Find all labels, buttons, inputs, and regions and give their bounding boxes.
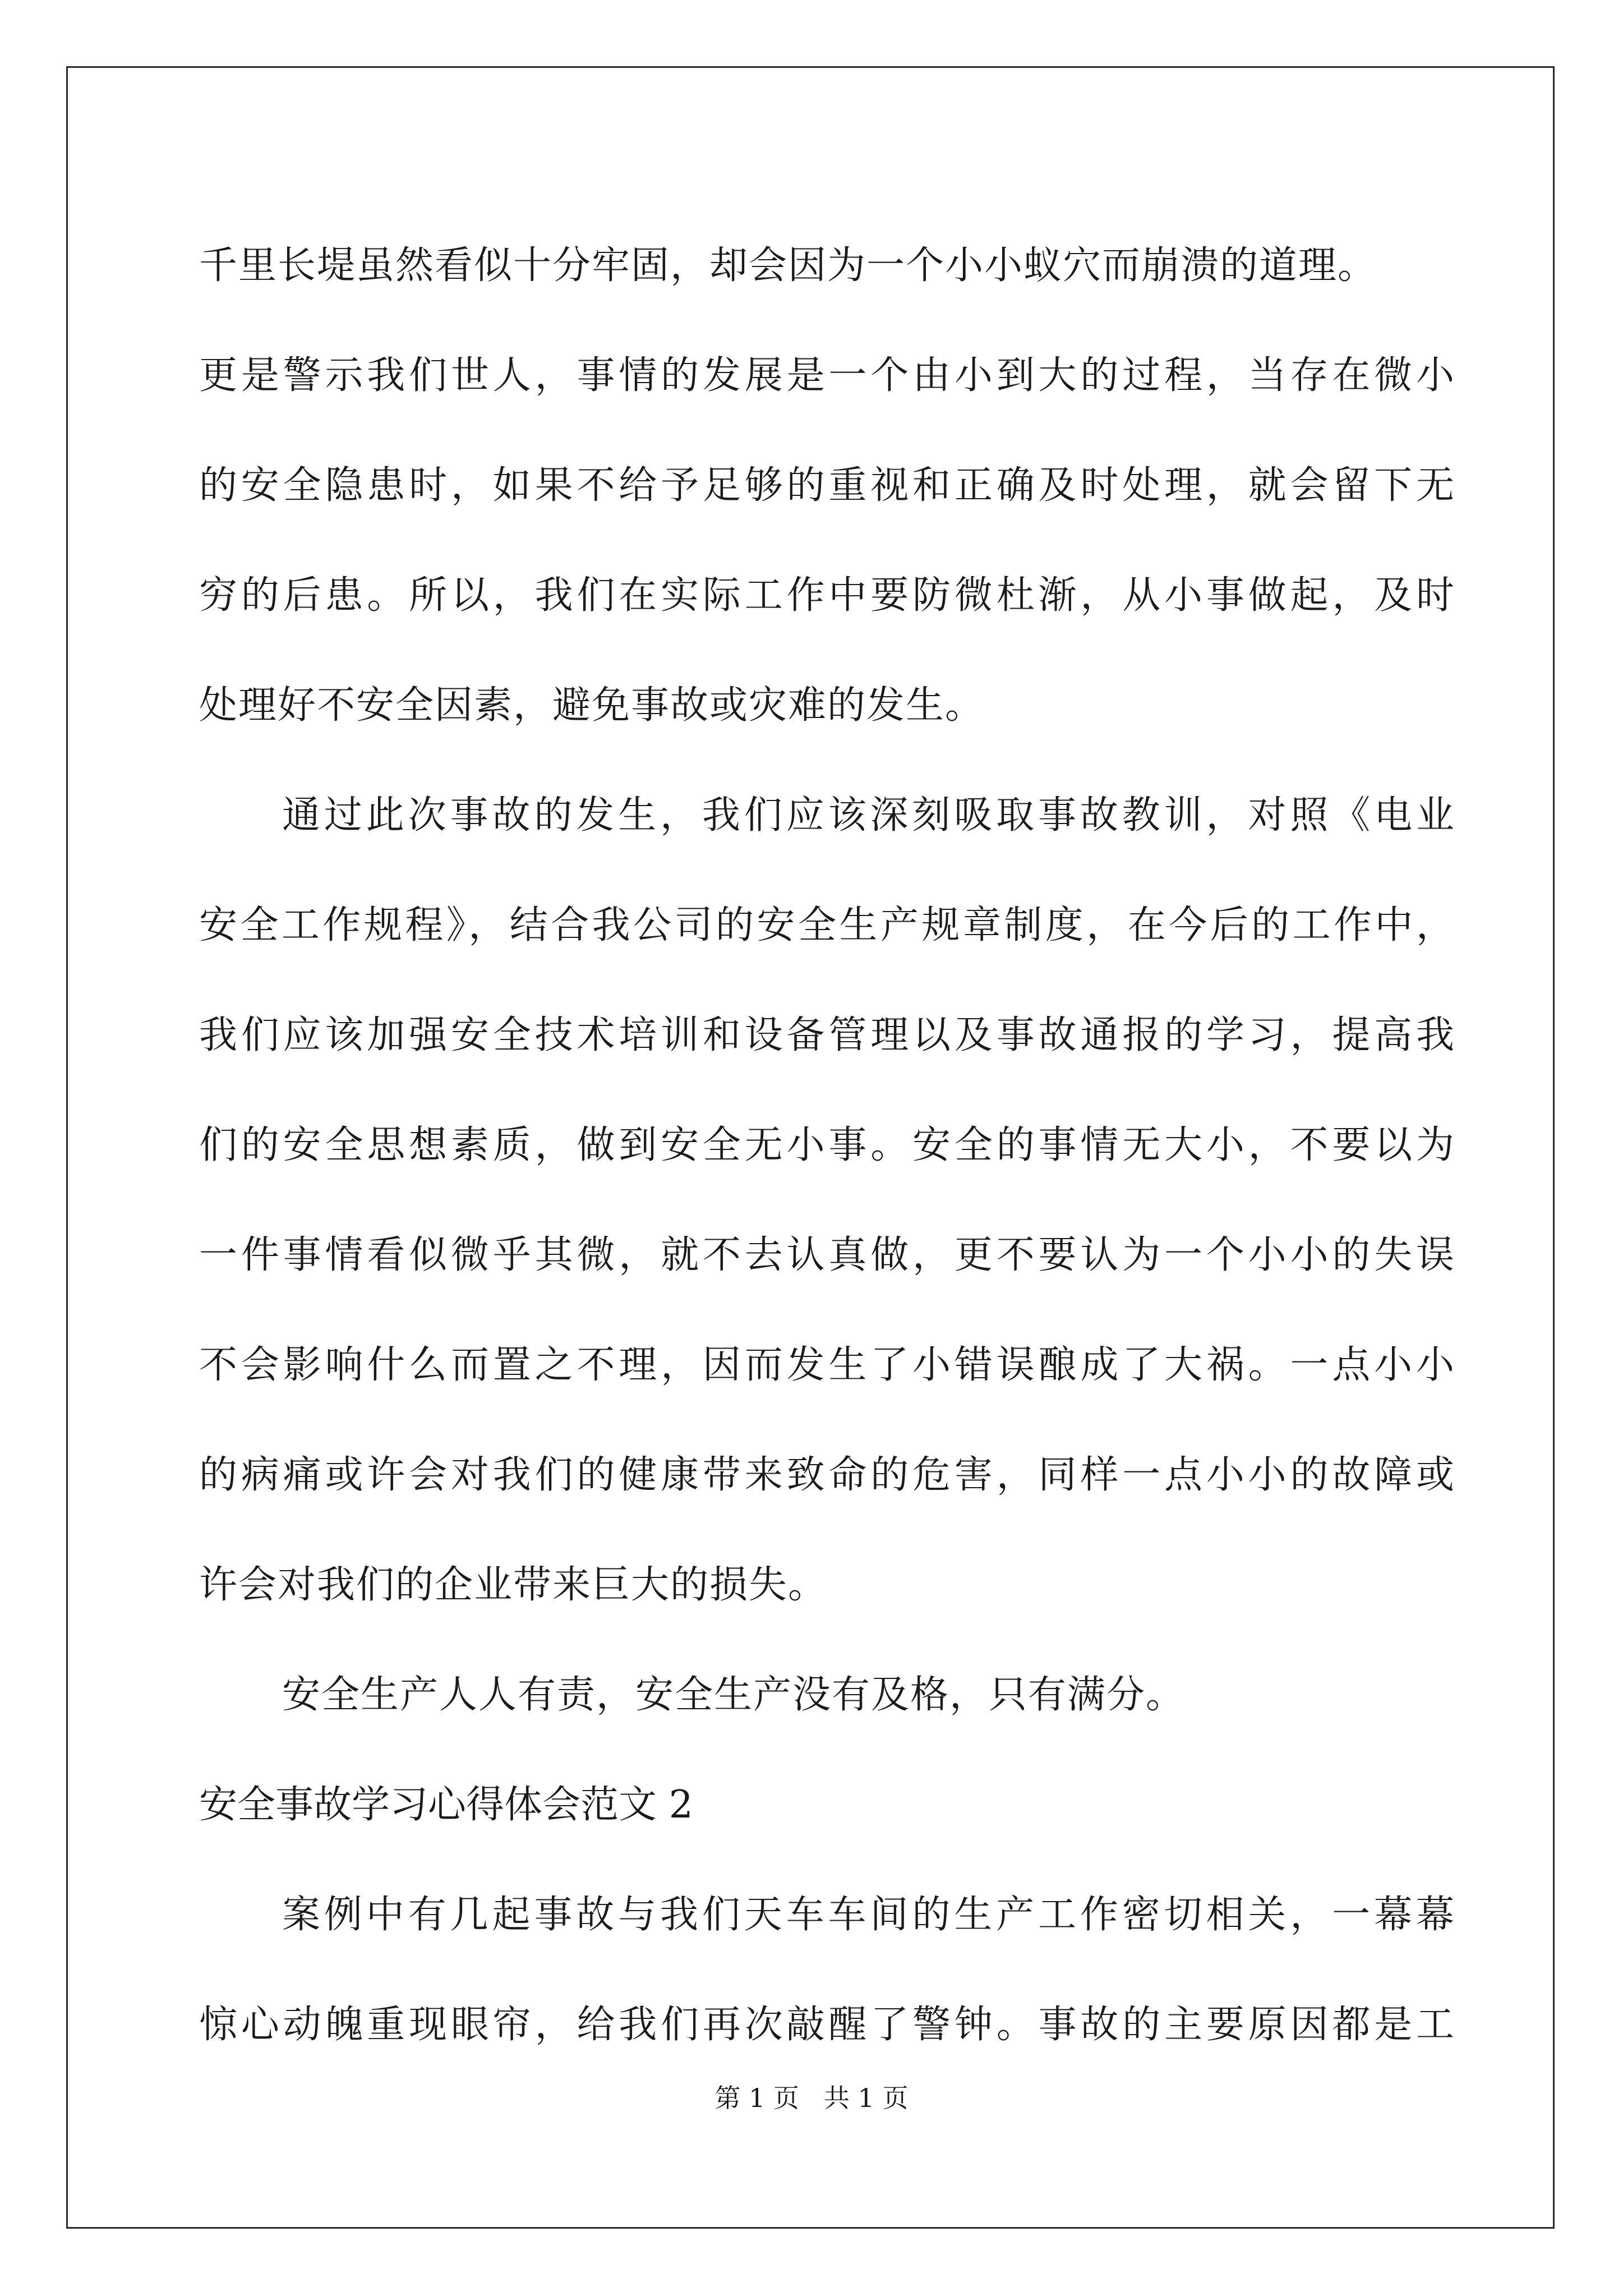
page-number-total: 共 1 页 bbox=[824, 2083, 909, 2113]
text-line-3: 的安全隐患时，如果不给予足够的重视和正确及时处理，就会留下无 bbox=[199, 463, 1455, 508]
text-line-12: 的病痛或许会对我们的健康带来致命的危害，同样一点小小的故障或 bbox=[199, 1453, 1455, 1497]
text-line-13: 许会对我们的企业带来巨大的损失。 bbox=[199, 1563, 828, 1607]
text-line-10: 一件事情看似微乎其微，就不去认真做，更不要认为一个小小的失误 bbox=[199, 1233, 1455, 1277]
text-line-5: 处理好不安全因素，避免事故或灾难的发生。 bbox=[199, 683, 985, 728]
page-footer bbox=[0, 2078, 1623, 2115]
text-line-2: 更是警示我们世人，事情的发展是一个由小到大的过程，当存在微小 bbox=[199, 353, 1455, 398]
text-line-7: 安全工作规程》，结合我公司的安全生产规章制度，在今后的工作中， bbox=[199, 903, 1455, 947]
document-body bbox=[199, 211, 1455, 2080]
text-line-11: 不会影响什么而置之不理，因而发生了小错误酿成了大祸。一点小小 bbox=[199, 1343, 1455, 1387]
section-heading: 安全事故学习心得体会范文 2 bbox=[199, 1783, 693, 1827]
text-line-17: 惊心动魄重现眼帘，给我们再次敲醒了警钟。事故的主要原因都是工 bbox=[199, 2003, 1455, 2047]
text-line-14: 安全生产人人有责，安全生产没有及格，只有满分。 bbox=[282, 1673, 1186, 1717]
text-line-6: 通过此次事故的发生，我们应该深刻吸取事故教训，对照《电业 bbox=[282, 793, 1455, 838]
text-line-1: 千里长堤虽然看似十分牢固，却会因为一个小小蚁穴而崩溃的道理。 bbox=[199, 243, 1377, 288]
page-number-current: 第 1 页 bbox=[714, 2083, 799, 2113]
text-line-16: 案例中有几起事故与我们天车车间的生产工作密切相关，一幕幕 bbox=[282, 1893, 1455, 1937]
text-line-4: 穷的后患。所以，我们在实际工作中要防微杜渐，从小事做起，及时 bbox=[199, 573, 1455, 618]
text-line-9: 们的安全思想素质，做到安全无小事。安全的事情无大小，不要以为 bbox=[199, 1123, 1455, 1167]
text-line-8: 我们应该加强安全技术培训和设备管理以及事故通报的学习，提高我 bbox=[199, 1013, 1455, 1057]
